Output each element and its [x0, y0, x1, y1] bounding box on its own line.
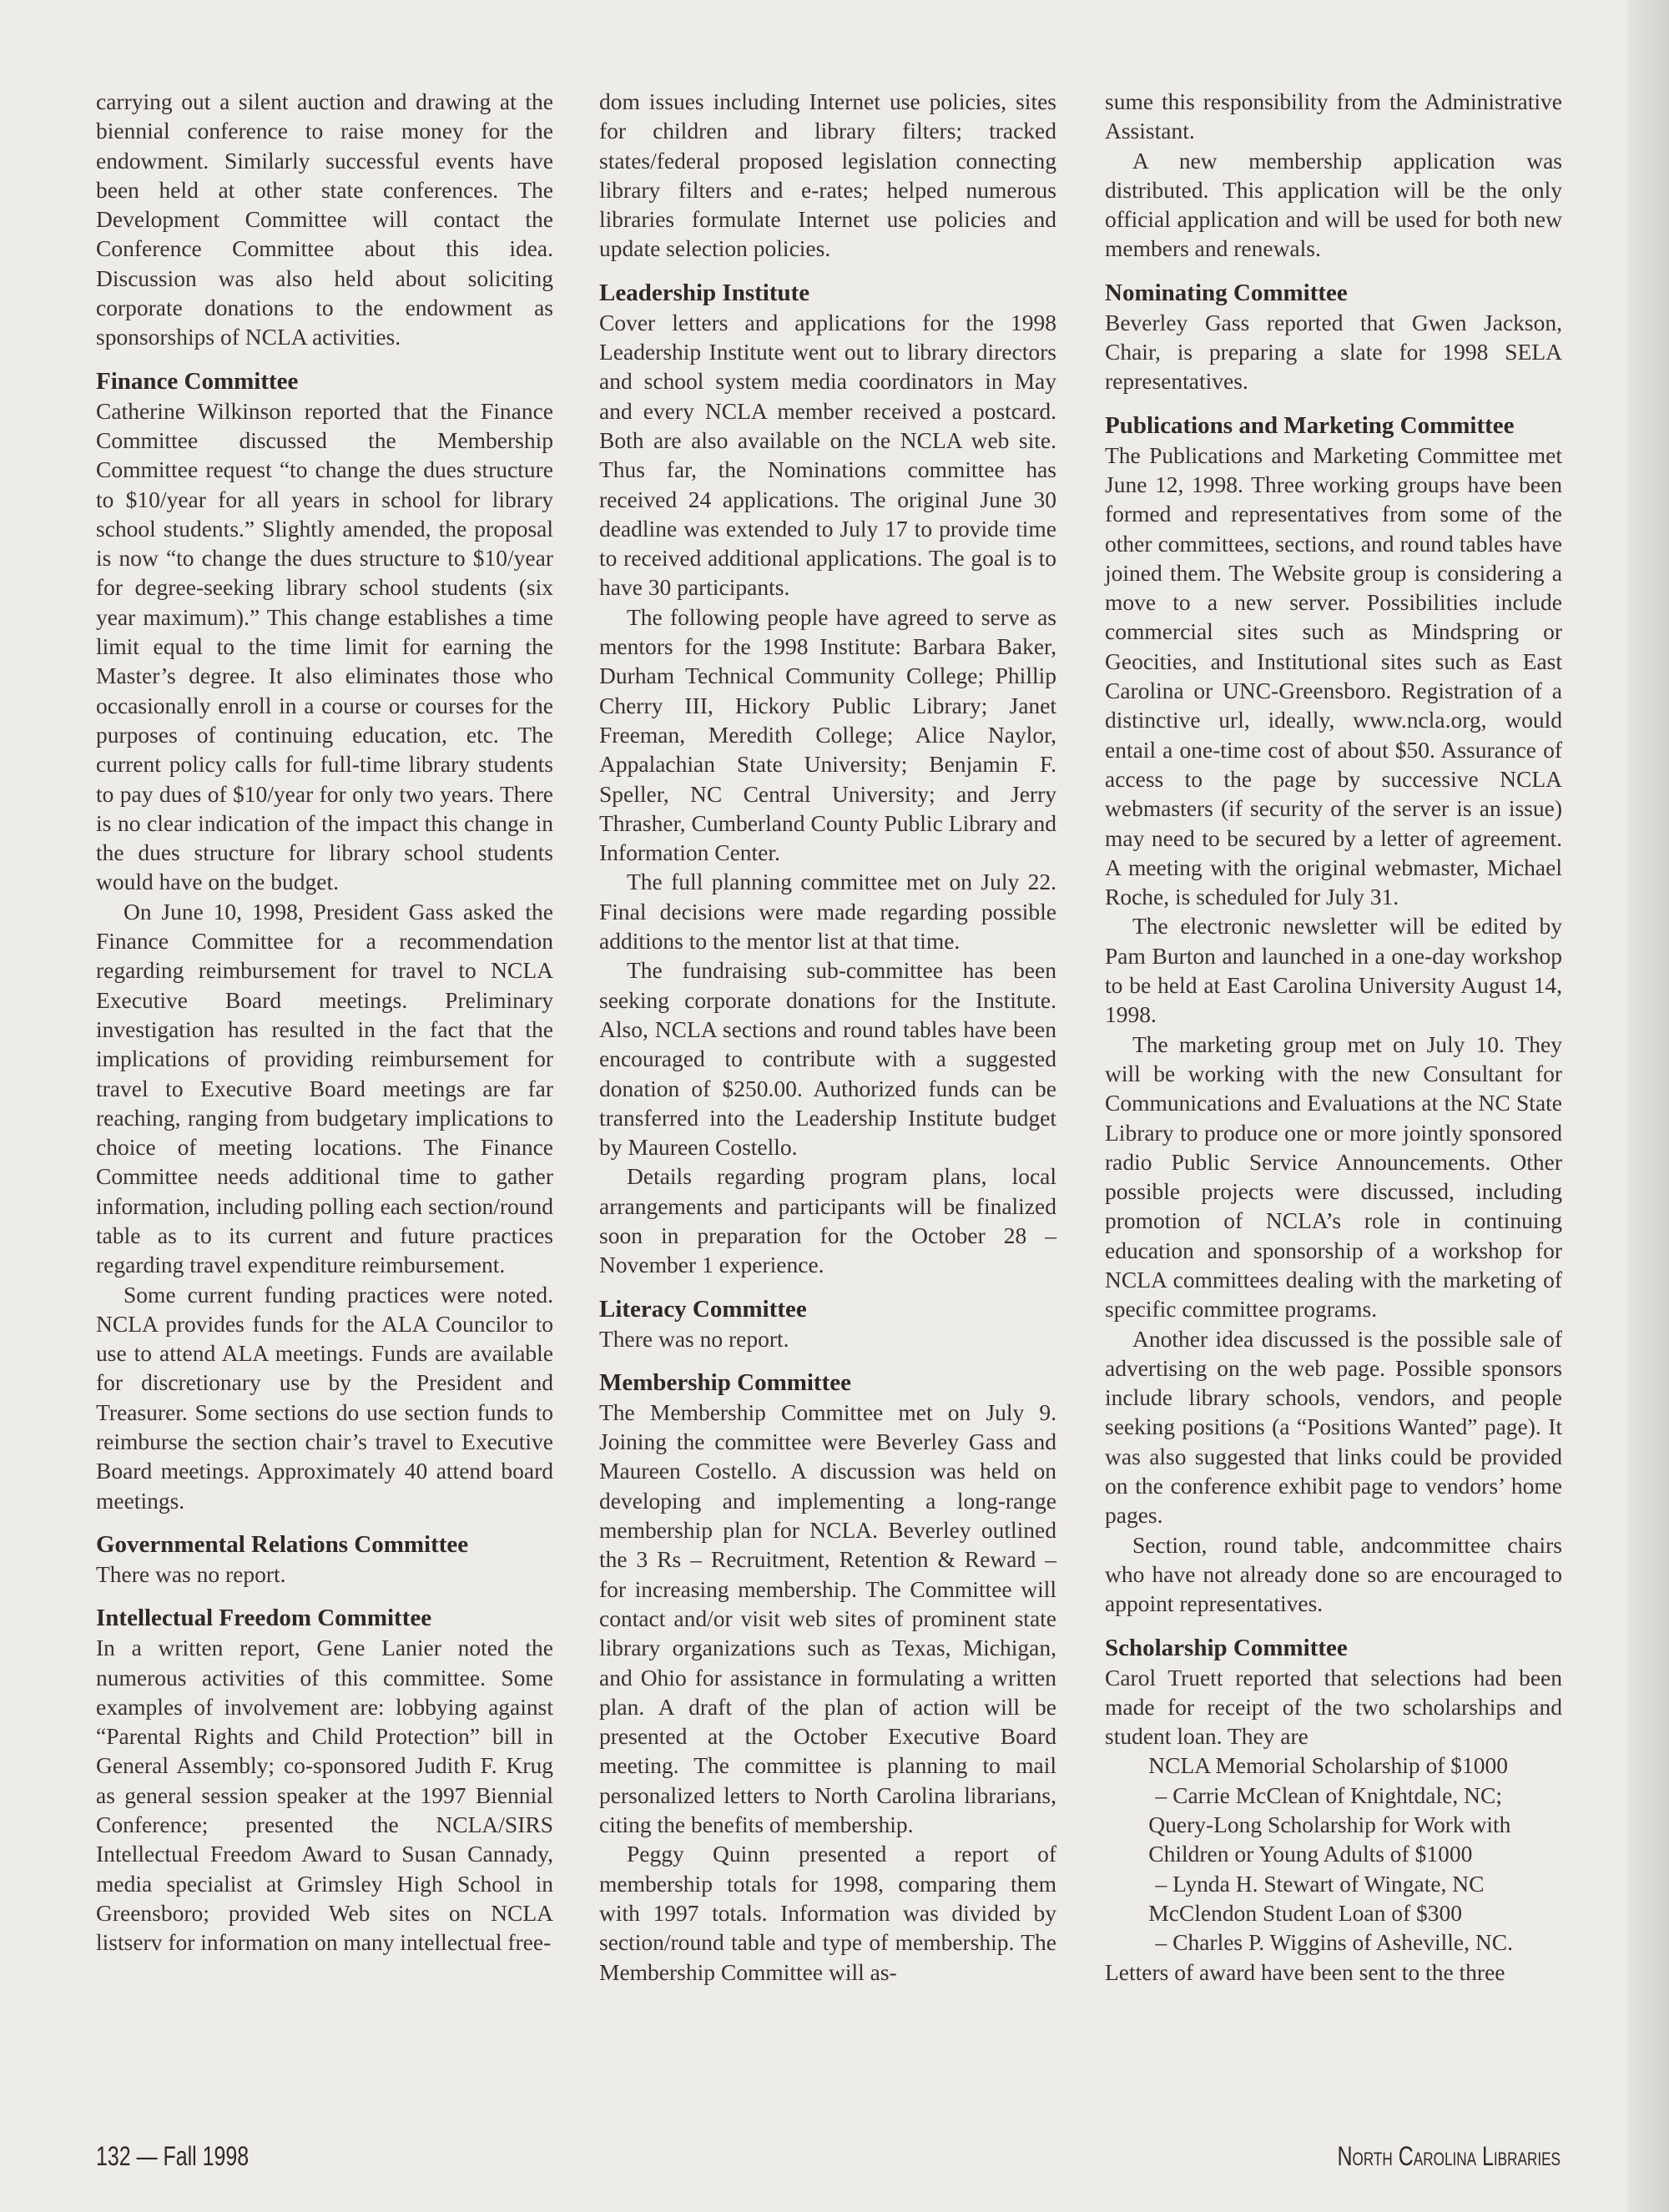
- section-heading: Membership Committee: [599, 1368, 851, 1396]
- scholarship-list-item: – Carrie McClean of Knightdale, NC;: [1155, 1781, 1502, 1808]
- page-number-issue: 132 — Fall 1998: [96, 2141, 250, 2171]
- paragraph: The Membership Committee met on July 9. Joining the committee were Beverley Gass and Maureen Costello. A discussion was held on developing and implementing a long-range membership plan for NCLA. Beverley outlined the 3 Rs – Recruitment, Retention & Reward – for increasing membership. The Committee will contact and/or visit web sites of prominent state library organizations such as Texas, Michigan, and Ohio for assistance in formulating a written plan. A draft of the plan of action will be presented at the October Executive Board meeting. The committee is planning to mail personalized letters to North Carolina librarians, citing the benefits of membership.: [599, 1398, 1056, 1838]
- scholarship-list-item: – Charles P. Wiggins of Asheville, NC.: [1155, 1929, 1513, 1956]
- column-2: [599, 87, 1056, 1987]
- paragraph: sume this responsibility from the Administrative Assistant.: [1105, 88, 1562, 144]
- paragraph: A new membership application was distributed. This application will be the only official application and will be used for both new members and renewals.: [1105, 147, 1562, 262]
- paragraph: The following people have agreed to serve as mentors for the 1998 Institute: Barbara Baker, Durham Technical Community College; Phillip Cherry III, Hickory Public Library; Janet Freeman, Meredith College; Alice Naylor, Appalachian State University; Benjamin F. Speller, NC Central University; and Jerry Thrasher, Cumberland County Public Library and Information Center.: [599, 603, 1056, 866]
- paragraph: Peggy Quinn presented a report of membership totals for 1998, comparing them with 1997 totals. Information was divided by section/round table and type of membership. The Membership Committee will as-: [599, 1841, 1056, 1985]
- paragraph: Section, round table, andcommittee chairs who have not already done so are encouraged to appoint representatives.: [1105, 1531, 1562, 1617]
- paragraph: carrying out a silent auction and drawing at the biennial conference to raise money for the endowment. Similarly successful events have been held at other state conferences. The Development Committee will contact the Conference Committee about this idea. Discussion was also held about soliciting corporate donations to the endowment as sponsorships of NCLA activities.: [96, 88, 553, 350]
- paragraph: Carol Truett reported that selections had been made for receipt of the two scholarships and student loan. They are: [1105, 1664, 1562, 1750]
- scholarship-list-item: McClendon Student Loan of $300: [1148, 1899, 1463, 1926]
- paragraph: dom issues including Internet use policies, sites for children and library filters; tracked states/federal proposed legislation connecting library filters and e-rates; helped numerous libraries formulate Internet use policies and update selection policies.: [599, 88, 1056, 262]
- section-heading: Finance Committee: [96, 367, 299, 395]
- scholarship-list: [1105, 1751, 1562, 1957]
- paragraph: Another idea discussed is the possible sale of advertising on the web page. Possible sponsors include library schools, vendors, and people seeking positions (a “Positions Wanted” page). It was also suggested that links could be provided on the conference exhibit page to vendors’ home pages.: [1105, 1325, 1562, 1529]
- paragraph: The marketing group met on July 10. They will be working with the new Consultant for Communications and Evaluations at the NC State Library to produce one or more jointly sponsored radio Public Service Announcements. Other possible projects were discussed, including promotion of NCLA’s role in continuing education and sponsorship of a workshop for NCLA committees dealing with the marketing of specific committee programs.: [1105, 1030, 1562, 1323]
- column-1: [96, 87, 553, 1958]
- paragraph: On June 10, 1998, President Gass asked the Finance Committee for a recommendation regarding reimbursement for travel to NCLA Executive Board meetings. Preliminary investigation has resulted in the fact that the implications of providing reimbursement for travel to Executive Board meetings are far reaching, ranging from budgetary implications to choice of meeting locations. The Finance Committee needs additional time to gather information, including polling each section/round table as to its current and future practices regarding travel expenditure reimbursement.: [96, 898, 553, 1278]
- section-heading: Literacy Committee: [599, 1295, 807, 1323]
- paragraph: Catherine Wilkinson reported that the Finance Committee discussed the Membership Committee request “to change the dues structure to $10/year for all years in school for library school students.” Slightly amended, the proposal is now “to change the dues structure to $10/year for degree-seeking library school students (six year maximum).” This change establishes a time limit equal to the time limit for earning the Master’s degree. It also eliminates those who occasionally enroll in a course or courses for the purposes of continuing education, etc. The current policy calls for full-time library students to pay dues of $10/year for only two years. There is no clear indication of the impact this change in the dues structure for library school students would have on the budget.: [96, 397, 553, 895]
- scan-edge: [1627, 0, 1669, 2212]
- paragraph: Details regarding program plans, local arrangements and participants will be finalized soon in preparation for the October 28 – November 1 experience.: [599, 1163, 1056, 1278]
- section-heading: Scholarship Committee: [1105, 1634, 1348, 1661]
- journal-title: North Carolina Libraries: [1337, 2141, 1561, 2171]
- section-heading: Leadership Institute: [599, 279, 810, 306]
- scholarship-list-item: – Lynda H. Stewart of Wingate, NC: [1155, 1870, 1485, 1897]
- paragraph: Some current funding practices were noted. NCLA provides funds for the ALA Councilor to use to attend ALA meetings. Funds are available for discretionary use by the President and Treasurer. Some sections do use section funds to reimburse the section chair’s travel to Executive Board meetings. Approximately 40 attend board meetings.: [96, 1281, 553, 1514]
- paragraph: The electronic newsletter will be edited by Pam Burton and launched in a one-day workshop to be held at East Carolina University August 14, 1998.: [1105, 913, 1562, 1028]
- paragraph: The Publications and Marketing Committee met June 12, 1998. Three working groups have been formed and representatives from some of the other committees, sections, and round tables have joined them. The Website group is considering a move to a new server. Possibilities include commercial sites such as Mindspring or Geocities, and Institutional sites such as East Carolina or UNC-Greensboro. Registration of a distinctive url, ideally, www.ncla.org, would entail a one-time cost of about $50. Assurance of access to the page by successive NCLA webmasters (if security of the server is an issue) may need to be secured by a letter of agreement. A meeting with the original webmaster, Michael Roche, is scheduled for July 31.: [1105, 441, 1562, 910]
- paragraph: Beverley Gass reported that Gwen Jackson, Chair, is preparing a slate for 1998 SELA representatives.: [1105, 309, 1562, 395]
- paragraph: Letters of award have been sent to the three: [1105, 1958, 1505, 1985]
- column-3: [1105, 87, 1562, 1987]
- paragraph: The fundraising sub-committee has been seeking corporate donations for the Institute. Also, NCLA sections and round tables have been encouraged to contribute with a suggested donation of $250.00. Authorized funds can be transferred into the Leadership Institute budget by Maureen Costello.: [599, 957, 1056, 1161]
- paragraph: In a written report, Gene Lanier noted the numerous activities of this committee. Some examples of involvement are: lobbying against “Parental Rights and Child Protection” bill in General Assembly; co-sponsored Judith F. Krug as general session speaker at the 1997 Biennial Conference; presented the NCLA/SIRS Intellectual Freedom Award to Susan Cannady, media specialist at Grimsley High School in Greensboro; provided Web sites on NCLA listserv for information on many intellectual free-: [96, 1635, 553, 1956]
- paragraph: There was no report.: [599, 1325, 789, 1352]
- section-heading: Intellectual Freedom Committee: [96, 1605, 432, 1632]
- section-heading: Publications and Marketing Committee: [1105, 411, 1515, 439]
- section-heading: Nominating Committee: [1105, 279, 1348, 306]
- scholarship-list-item: NCLA Memorial Scholarship of $1000: [1148, 1752, 1509, 1779]
- paragraph: Cover letters and applications for the 1998 Leadership Institute went out to library directors and school system media coordinators in May and every NCLA member received a postcard. Both are also available on the NCLA web site. Thus far, the Nominations committee has received 24 applications. The original June 30 deadline was extended to July 17 to provide time to received additional applications. The goal is to have 30 participants.: [599, 309, 1056, 601]
- paragraph: The full planning committee met on July 22. Final decisions were made regarding possible additions to the mentor list at that time.: [599, 869, 1056, 955]
- paragraph: There was no report.: [96, 1560, 286, 1587]
- section-heading: Governmental Relations Committee: [96, 1530, 469, 1558]
- scholarship-list-item: Query-Long Scholarship for Work with Children or Young Adults of $1000: [1148, 1811, 1511, 1867]
